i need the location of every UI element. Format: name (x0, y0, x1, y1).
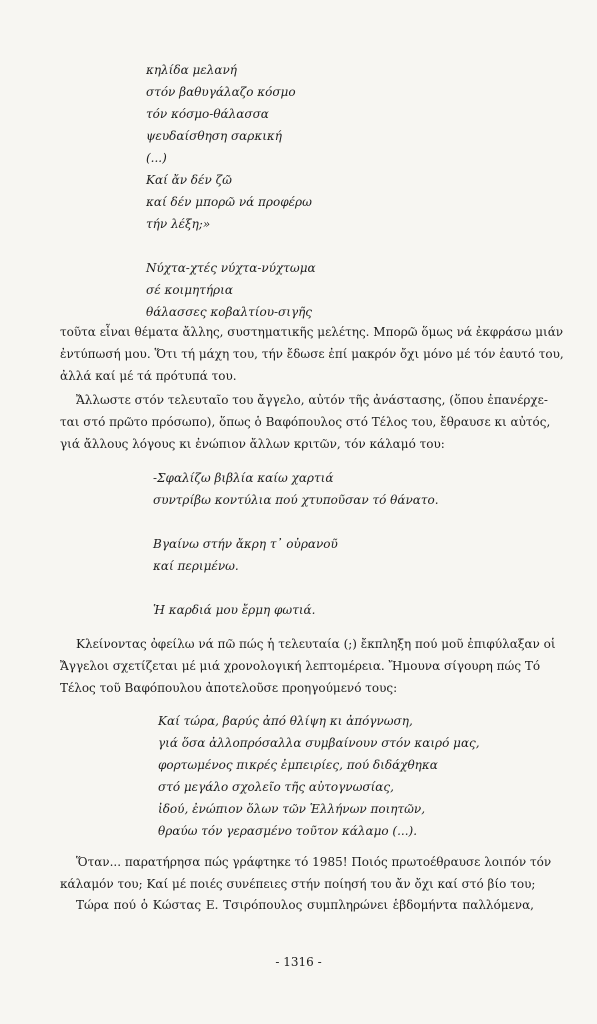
paragraph-2 (60, 389, 551, 455)
text-line: ἐντύπωσή μου. Ὅτι τή μάχη του, τήν ἔδωσε ἐπί μακρόν ὄχι μόνο μέ τόν ἑαυτό του, (60, 347, 564, 361)
page-number: - 1316 - (275, 955, 322, 969)
poem-excerpt-2 (153, 467, 439, 621)
text-line: κάλαμόν του; Καί μέ ποιές συνέπειες στήν ποίησή του ἄν ὄχι καί στό βίο του; (60, 877, 536, 891)
poem-line: Νύχτα-χτές νύχτα-νύχτωμα (146, 261, 316, 275)
poem-line: καί περιμένω. (153, 559, 239, 573)
poem-line: θραύω τόν γερασμένο τοῦτον κάλαμο (...). (158, 824, 418, 838)
poem-line: συντρίβω κοντύλια πού χτυποῦσαν τό θάνατο. (153, 493, 439, 507)
text-line: Ὅταν... παρατήρησα πώς γράφτηκε τό 1985! Ποιός πρωτοέθραυσε λοιπόν τόν (76, 855, 552, 869)
paragraph-5 (60, 894, 534, 916)
text-line: ται στό πρῶτο πρόσωπο), ὅπως ὁ Βαφόπουλος στό Τέλος του, ἔθραυσε κι αὐτός, (60, 415, 551, 429)
paragraph-4 (60, 851, 552, 895)
text-line: ἀλλά καί μέ τά πρότυπά του. (60, 369, 237, 383)
poem-line: θάλασσες κοβαλτίου-σιγῆς (146, 305, 313, 319)
text-line: τοῦτα εἶναι θέματα ἄλλης, συστηματικῆς μελέτης. Μπορῶ ὅμως νά ἐκφράσω μιάν (60, 325, 564, 339)
text-line: Ἄγγελοι σχετίζεται μέ μιά χρονολογική λεπτομέρεια. Ἤμουνα σίγουρη πώς Τό (60, 659, 541, 673)
poem-line: στόν βαθυγάλαζο κόσμο (146, 85, 296, 99)
poem-line: Ἡ καρδιά μου ἔρμη φωτιά. (153, 603, 316, 617)
poem-excerpt-1 (146, 59, 316, 323)
poem-line: κηλίδα μελανή (146, 63, 237, 77)
poem-line: Καί ἄν δέν ζῶ (146, 173, 232, 187)
poem-line: γιά ὅσα ἀλλοπρόσαλλα συμβαίνουν στόν καιρό μας, (158, 736, 480, 750)
poem-line: ἰδού, ἐνώπιον ὅλων τῶν Ἑλλήνων ποιητῶν, (158, 802, 426, 816)
poem-line: φορτωμένος πικρές ἐμπειρίες, πού διδάχθηκα (158, 758, 438, 772)
poem-line: Καί τώρα, βαρύς ἀπό θλίψη κι ἀπόγνωση, (158, 714, 413, 728)
paragraph-1 (60, 321, 564, 387)
poem-line: Βγαίνω στήν ἄκρη τ᾽ οὐρανοῦ (153, 537, 338, 551)
poem-line: τήν λέξη;» (146, 217, 211, 231)
text-line: Τέλος τοῦ Βαφόπουλου ἀποτελοῦσε προηγούμενό τους: (60, 681, 398, 695)
poem-line: σέ κοιμητήρια (146, 283, 233, 297)
text-line: Ἄλλωστε στόν τελευταῖο του ἄγγελο, αὐτόν τῆς ἀνάστασης, (ὅπου ἐπανέρχε- (76, 393, 548, 407)
text-line: Τώρα πού ὁ Κώστας Ε. Τσιρόπουλος συμπληρώνει ἑβδομήντα παλλόμενα, (76, 898, 534, 912)
poem-line: καί δέν μπορῶ νά προφέρω (146, 195, 312, 209)
text-line: Κλείνοντας ὀφείλω νά πῶ πώς ἡ τελευταία (;) ἔκπληξη πού μοῦ ἐπιφύλαξαν οἱ (76, 637, 556, 651)
text-line: γιά ἄλλους λόγους κι ἐνώπιον ἄλλων κριτῶν, τόν κάλαμό του: (60, 437, 445, 451)
poem-excerpt-3 (158, 710, 480, 842)
poem-line: (...) (146, 151, 167, 165)
poem-line: τόν κόσμο-θάλασσα (146, 107, 269, 121)
poem-line: -Σφαλίζω βιβλία καίω χαρτιά (153, 471, 334, 485)
poem-line: ψευδαίσθηση σαρκική (146, 129, 282, 143)
poem-line: στό μεγάλο σχολεῖο τῆς αὐτογνωσίας, (158, 780, 394, 794)
paragraph-3 (60, 633, 556, 699)
